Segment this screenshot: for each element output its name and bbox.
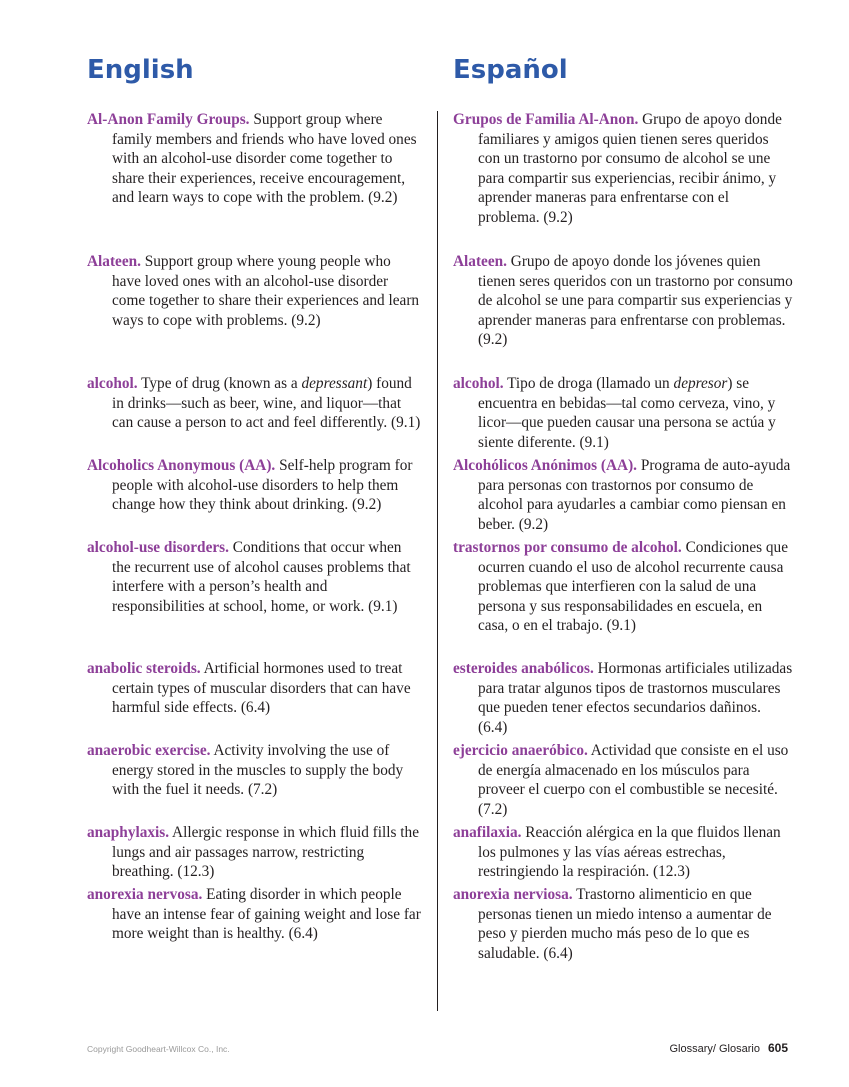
glossary-term: anorexia nervosa. [87, 886, 203, 903]
glossary-term: trastornos por consumo de alcohol. [453, 539, 682, 556]
glossary-entry [87, 885, 423, 944]
glossary-entry [87, 659, 423, 718]
glossary-term: ejercicio anaeróbico. [453, 742, 588, 759]
glossary-definition: Support group where young people who have loved ones with an alcohol-use disorder come together to share their experiences and learn ways to cope with problems. (9.2) [112, 253, 420, 329]
glossary-definition: Conditions that occur when the recurrent use of alcohol causes problems that interfere with a person’s health and responsibilities at school, home, or work. (9.1) [112, 539, 411, 615]
glossary-definition: Eating disorder in which people have an intense fear of gaining weight and lose far more weight than is healthy. (6.4) [112, 886, 421, 942]
glossary-definition: ) found in drinks—such as beer, wine, and liquor—that can cause a person to act and feel differently. (9.1) [112, 375, 421, 431]
glossary-entry [87, 110, 423, 208]
glossary-term: anaphylaxis. [87, 824, 170, 841]
page-footer [669, 1041, 788, 1055]
glossary-entry [453, 659, 793, 737]
glossary-entry [453, 885, 793, 963]
glossary-definition: Programa de auto-ayuda para personas con trastornos por consumo de alcohol para ayudarles a cambiar como piensan en beber. (9.2) [478, 457, 791, 533]
glossary-definition: Actividad que consiste en el uso de energía almacenado en los músculos para proveer el cuerpo con el combustible se necesité. (7.2) [478, 742, 789, 818]
spanish-column [453, 52, 793, 962]
glossary-entry [87, 741, 423, 800]
glossary-term: Alcoholics Anonymous (AA). [87, 457, 276, 474]
glossary-definition: Condiciones que ocurren cuando el uso de alcohol recurrente causa problemas que interfieren con la salud de una persona y sus responsabilidades en escuela, en casa, o en el trabajo. (9.1) [478, 539, 788, 634]
glossary-definition: Support group where family members and friends who have loved ones with an alcohol-use disorder come together to share their experiences, receive encouragement, and learn ways to cope with the problem. (9.2) [112, 111, 417, 206]
glossary-definition: Artificial hormones used to treat certain types of muscular disorders that can have harmful side effects. (6.4) [112, 660, 411, 716]
glossary-definition: Tipo de droga (llamado un [503, 375, 674, 392]
glossary-entry [453, 456, 793, 534]
glossary-term: Alateen. [453, 253, 507, 270]
glossary-term: anaerobic exercise. [87, 742, 211, 759]
glossary-term: anafilaxia. [453, 824, 522, 841]
glossary-entry [87, 456, 423, 515]
glossary-term: alcohol. [453, 375, 504, 392]
glossary-definition: Grupo de apoyo donde familiares y amigos quien tienen seres queridos con un trastorno por consumo de alcohol se une para compartir sus experiencias, recibir ánimo, y aprender maneras para enfrentarse con el problema. (9.2) [478, 111, 782, 226]
glossary-term: anorexia nerviosa. [453, 886, 573, 903]
glossary-term: Grupos de Familia Al-Anon. [453, 111, 639, 128]
english-heading: English [87, 55, 194, 85]
glossary-entry [453, 252, 793, 350]
glossary-term: Alateen. [87, 253, 141, 270]
copyright-notice: Copyright Goodheart-Willcox Co., Inc. [87, 1044, 230, 1054]
glossary-term: alcohol. [87, 375, 138, 392]
glossary-definition: ) se encuentra en bebidas—tal como cerveza, vino, y licor—que pueden causar una persona se actúa y siente diferente. (9.1) [478, 375, 776, 451]
glossary-definition: Grupo de apoyo donde los jóvenes quien tienen seres queridos con un trastorno por consumo de alcohol se une para compartir sus experiencias y aprender maneras para enfrentarse con problemas. (9.2) [478, 253, 793, 348]
english-column [87, 52, 423, 942]
glossary-definition: Allergic response in which fluid fills the lungs and air passages narrow, restricting breathing. (12.3) [112, 824, 419, 880]
glossary-definition: Self-help program for people with alcohol-use disorders to help them change how they think about drinking. (9.2) [112, 457, 413, 513]
glossary-entry [453, 374, 793, 452]
glossary-term: Alcohólicos Anónimos (AA). [453, 457, 637, 474]
glossary-italic-word: depresor [673, 375, 728, 392]
glossary-entry [453, 538, 793, 636]
glossary-entry [453, 823, 793, 882]
spanish-heading: Español [453, 55, 568, 85]
glossary-definition: Trastorno alimenticio en que personas tienen un miedo intenso a aumentar de peso y pierden mucho más peso de lo que es saludable. (6.4) [478, 886, 772, 962]
glossary-definition: Reacción alérgica en la que fluidos llenan los pulmones y las vías aéreas estrechas, restringiendo la respiración. (12.3) [478, 824, 781, 880]
column-divider [437, 111, 438, 1011]
glossary-entry [87, 374, 423, 433]
glossary-term: Al-Anon Family Groups. [87, 111, 250, 128]
glossary-term: alcohol-use disorders. [87, 539, 229, 556]
glossary-definition: Type of drug (known as a [137, 375, 302, 392]
page-number: 605 [767, 1041, 788, 1055]
glossary-label: Glossary/ Glosario [669, 1043, 760, 1055]
glossary-italic-word: depressant [301, 375, 368, 392]
glossary-entry [87, 823, 423, 882]
glossary-definition: Hormonas artificiales utilizadas para tratar algunos tipos de trastornos musculares que pueden tener efectos secundarios dañinos. (6.4) [478, 660, 793, 736]
glossary-term: anabolic steroids. [87, 660, 201, 677]
glossary-entry [87, 538, 423, 616]
glossary-entry [453, 741, 793, 819]
glossary-entry [453, 110, 793, 227]
glossary-term: esteroides anabólicos. [453, 660, 594, 677]
glossary-entry [87, 252, 423, 330]
glossary-definition: Activity involving the use of energy stored in the muscles to supply the body with the fuel it needs. (7.2) [112, 742, 404, 798]
